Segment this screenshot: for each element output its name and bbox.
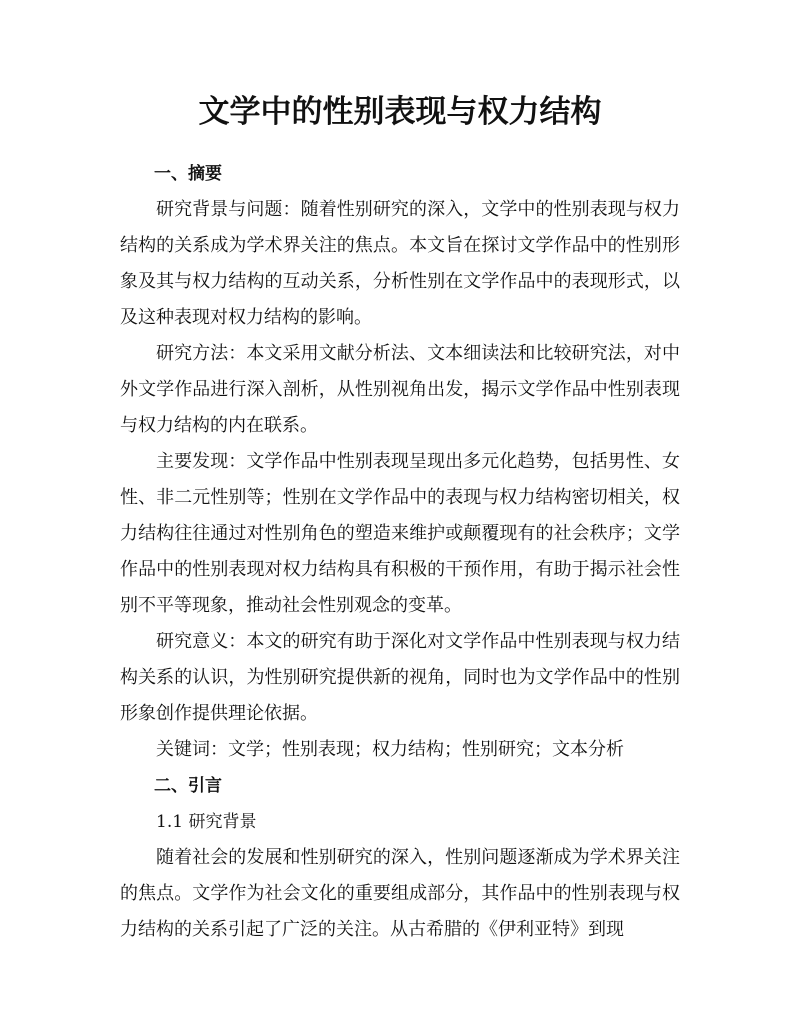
keywords: 关键词：文学；性别表现；权力结构；性别研究；文本分析: [156, 739, 624, 760]
abstract-heading: 一、摘要: [154, 164, 222, 184]
introduction-paragraph: 随着社会的发展和性别研究的深入，性别问题逐渐成为学术界关注的焦点。文学作为社会文化的重要组成部分，其作品中的性别表现与权力结构的关系引起了广泛的关注。从古希腊的《伊利亚特》到现: [120, 847, 680, 940]
abstract-paragraph-findings: 主要发现：文学作品中性别表现呈现出多元化趋势，包括男性、女性、非二元性别等；性别在文学作品中的表现与权力结构密切相关，权力结构往往通过对性别角色的塑造来维护或颠覆现有的社会秩序；文学作品中的性别表现对权力结构具有积极的干预作用，有助于揭示社会性别不平等现象，推动社会性别观念的变革。: [120, 451, 680, 616]
abstract-paragraph-background: 研究背景与问题：随着性别研究的深入，文学中的性别表现与权力结构的关系成为学术界关注的焦点。本文旨在探讨文学作品中的性别形象及其与权力结构的互动关系，分析性别在文学作品中的表现形式，以及这种表现对权力结构的影响。: [120, 199, 680, 328]
abstract-paragraph-methods: 研究方法：本文采用文献分析法、文本细读法和比较研究法，对中外文学作品进行深入剖析，从性别视角出发，揭示文学作品中性别表现与权力结构的内在联系。: [120, 343, 680, 436]
document-title: 文学中的性别表现与权力结构: [198, 94, 602, 130]
abstract-paragraph-significance: 研究意义：本文的研究有助于深化对文学作品中性别表现与权力结构关系的认识，为性别研究提供新的视角，同时也为文学作品中的性别形象创作提供理论依据。: [120, 631, 680, 724]
introduction-heading: 二、引言: [154, 776, 222, 796]
introduction-subheading: 1.1 研究背景: [156, 812, 257, 832]
